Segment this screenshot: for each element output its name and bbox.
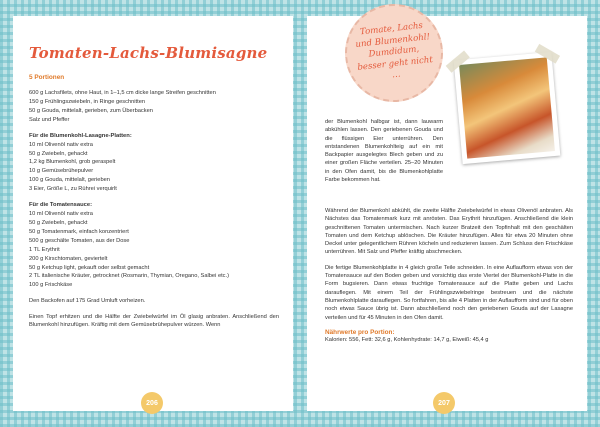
nutrition-values: Kalorien: 556, Fett: 32,6 g, Kohlenhydrate: 14,7 g, Eiweiß: 45,4 g — [325, 336, 489, 343]
step-paragraph: Einen Topf erhitzen und die Hälfte der Zwiebelwürfel im Öl glasig anbraten. Anschließend den Blumenkohl hinzufügen. Kräftig mit dem Gemüsebrühepulver würzen. Wenn — [29, 314, 279, 329]
ingredient-line: 10 g Gemüsebrühepulver — [29, 168, 94, 175]
ingredient-line: 50 g Zwiebeln, gehackt — [29, 150, 88, 157]
ingredient-line: 500 g geschälte Tomaten, aus der Dose — [29, 237, 130, 244]
ingredient-line: 50 g Tomatenmark, einfach konzentriert — [29, 228, 129, 235]
page-number: 206 — [141, 392, 163, 414]
ingredient-line: 3 Eier, Größe L, zu Rührei verquirlt — [29, 186, 117, 193]
ingredient-line: 600 g Lachsfilets, ohne Haut, in 1–1,5 cm dicke lange Streifen geschnitten — [29, 90, 216, 96]
ingredient-line: Salz und Pfeffer — [29, 116, 70, 123]
badge-text: Tomate, Lachs und Blumenkohl! Dumdidum, besser geht nicht … — [354, 21, 434, 81]
ingredient-line: 50 g Gouda, mittelalt, gerieben, zum Überbacken — [29, 107, 153, 114]
nutrition-heading: Nährwerte pro Portion: — [325, 328, 395, 336]
plates-heading: Für die Blumenkohl-Lasagne-Platten: — [29, 132, 132, 139]
recipe-title: Tomaten-Lachs-Blumisagne — [29, 44, 268, 62]
ingredients-main — [29, 89, 279, 125]
portions: 5 Portionen — [29, 74, 65, 81]
page-number: 207 — [433, 392, 455, 414]
ingredient-line: 150 g Frühlingszwiebeln, in Ringe geschnitten — [29, 98, 146, 105]
ingredient-line: 50 g Ketchup light, gekauft oder selbst gemacht — [29, 264, 150, 271]
food-photo — [454, 52, 561, 164]
oven-instruction: Den Backofen auf 175 Grad Umluft vorheizen. — [29, 298, 146, 305]
ingredient-line: 100 g Frischkäse — [29, 282, 73, 289]
plates-ingredients — [29, 141, 279, 194]
step-paragraph: der Blumenkohl halbgar ist, dann lauwarm abkühlen lassen. Den geriebenen Gouda und die flüssigen Eier unterrühren. Den entstandenen Blumenkohlteig auf ein mit Backpapier ausgelegtes Blech geben und zu einer großen Fläche verteilen. 25–20 Minuten in den Ofen damit, bis die Blumenkohlplatte Farbe bekommen hat. — [325, 119, 443, 184]
ingredient-line: 2 TL italienische Kräuter, getrocknet (Rosmarin, Thymian, Oregano, Salbei etc.) — [29, 273, 229, 280]
ingredient-line: 100 g Gouda, mittelalt, gerieben — [29, 177, 110, 184]
ingredient-line: 200 g Kirschtomaten, geviertelt — [29, 255, 108, 262]
ingredient-line: 50 g Zwiebeln, gehackt — [29, 219, 88, 226]
step-paragraph: Die fertige Blumenkohlplatte in 4 gleich große Teile schneiden. In eine Auflaufform etwas von der Tomatensauce auf den Boden geben und vorsichtig das erste Viertel der Blumenkohl-Platte in die Form bugsieren. Dann etwas fruchtige Tomatensauce auf die Platte geben und Lachs darauflegen. Mit einem Teil der Frühlingszwiebelringe bestreuen und die nächste Blumenkohlplatte darauflegen. So fortfahren, bis alle 4 Platten in der Auflaufform sind und für oben noch etwas Sauce übrig ist. Dann abschließend noch den geriebenen Gouda auf der Lasagne verteilen und für 45 Minuten in den Ofen damit. — [325, 264, 573, 321]
ingredient-line: 1,2 kg Blumenkohl, grob geraspelt — [29, 159, 116, 166]
lasagne-image — [459, 57, 555, 158]
sauce-heading: Für die Tomatensauce: — [29, 202, 93, 209]
sauce-ingredients — [29, 210, 279, 290]
left-page — [13, 16, 293, 411]
ingredient-line: 10 ml Olivenöl nativ extra — [29, 211, 93, 218]
ingredient-line: 10 ml Olivenöl nativ extra — [29, 141, 93, 148]
step-paragraph: Während der Blumenkohl abkühlt, die zweite Hälfte Zwiebelwürfel in etwas Olivenöl anbraten. Als Nächstes das Tomatenmark kurz mit anrösten. Das Erythrit hinzufügen. Anschließend die klein geschnittenen Tomaten untermischen. Nach kurzer Bratzeit den Topfinhalt mit den geschälten Tomaten und dem Ketchup ablöschen. Die Kräuter hinzufügen. Alles für etwa 20 Minuten ohne Deckel unter gelegentlichem Rühren köcheln und reduzieren lassen. Zum Schluss den Frischkäse unterrühren. Mit Salz und Pfeffer kräftig abschmecken. — [325, 208, 573, 256]
ingredient-line: 1 TL Erythrit — [29, 246, 60, 253]
